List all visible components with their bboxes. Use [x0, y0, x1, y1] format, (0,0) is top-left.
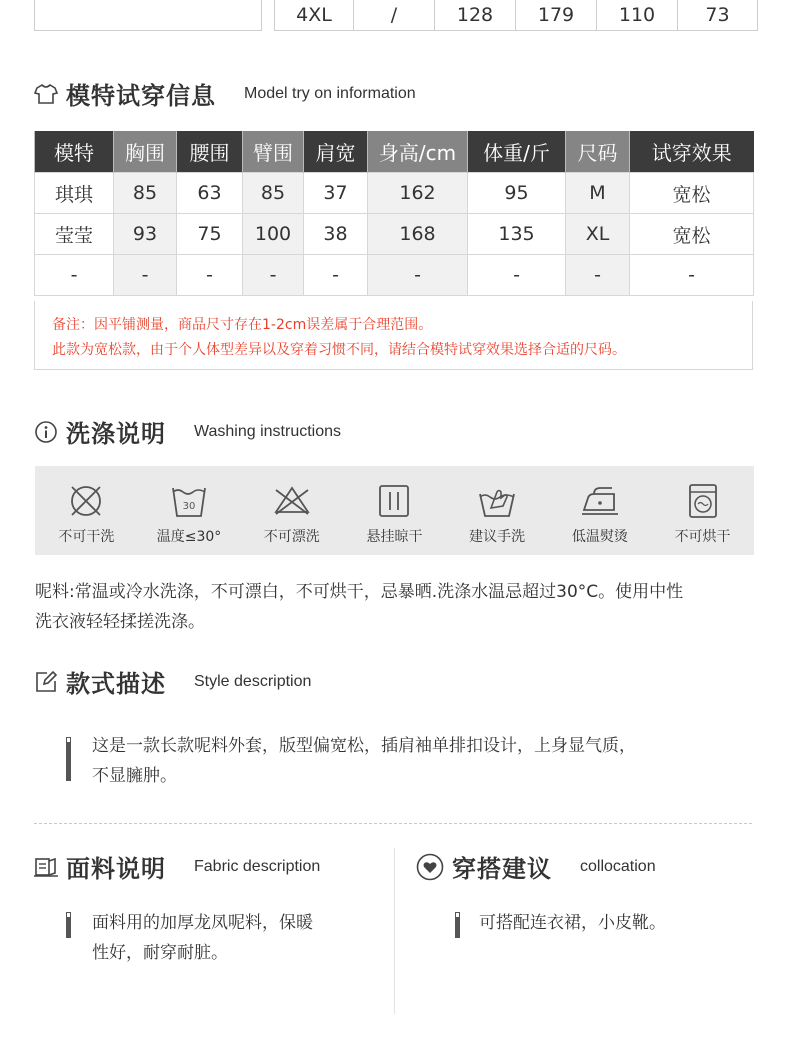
hang-dry-icon [374, 482, 414, 520]
model-note-line: 备注：因平铺测量，商品尺寸存在1-2cm误差属于合理范围。 [52, 317, 433, 333]
edit-icon [34, 670, 58, 694]
wash-text-line: 洗衣液轻轻揉搓洗涤。 [35, 612, 205, 632]
model-section-header [34, 76, 416, 111]
style-text-line: 这是一款长款呢料外套，版型偏宽松，插肩袖单排扣设计，上身显气质， [92, 736, 636, 756]
size-cell: 4XL [296, 4, 332, 26]
table-header: 尺码 [566, 131, 630, 173]
heart-icon [416, 853, 444, 881]
tshirt-icon [34, 82, 58, 106]
model-note-line: 此款为宽松款，由于个人体型差异以及穿着习惯不同，请结合模特试穿效果选择合适的尺码。 [52, 342, 626, 358]
table-cell: 63 [177, 173, 243, 214]
wash-icon-bar [35, 466, 754, 555]
table-row [35, 173, 754, 214]
table-cell: 75 [177, 214, 243, 255]
wash-item [658, 466, 748, 555]
wash-section-header [34, 414, 341, 449]
size-table-left-cell [34, 0, 262, 31]
table-row [35, 255, 754, 296]
collocation-section-title: 穿搭建议 [452, 855, 552, 883]
wash-label: 不可烘干 [674, 529, 731, 545]
table-cell: 135 [468, 214, 566, 255]
wash-section-subtitle: Washing instructions [194, 422, 342, 440]
wash-label: 建议手洗 [469, 529, 526, 545]
book-icon [34, 855, 58, 879]
wash-label: 不可漂洗 [263, 529, 320, 545]
collocation-section-subtitle: collocation [580, 857, 656, 875]
table-header: 臂围 [243, 131, 304, 173]
table-cell: 琪琪 [35, 173, 114, 214]
quote-bar [66, 912, 71, 938]
table-cell: - [304, 255, 368, 296]
table-header: 胸围 [114, 131, 177, 173]
table-header-row [35, 131, 754, 173]
hand-wash-icon [477, 482, 517, 520]
wash-item [247, 466, 337, 555]
table-cell: 95 [468, 173, 566, 214]
quote-bar [455, 912, 460, 938]
table-cell: 宽松 [630, 214, 754, 255]
size-value-cell: 179 [515, 0, 596, 30]
fabric-section-header [34, 849, 320, 884]
no-tumble-dry-icon [683, 482, 723, 520]
table-header: 身高/cm [368, 131, 468, 173]
no-dry-clean-icon [66, 482, 106, 520]
size-table-row [274, 0, 758, 31]
wash-label: 温度≤30° [156, 529, 222, 545]
size-value-cell: 128 [434, 0, 515, 30]
table-cell: 168 [368, 214, 468, 255]
table-cell: M [566, 173, 630, 214]
model-note-box [34, 301, 753, 370]
fabric-section-title: 面料说明 [66, 855, 166, 883]
table-cell: - [566, 255, 630, 296]
quote-bar [66, 737, 71, 781]
size-value-cell: / [353, 0, 434, 30]
size-value-cell: 110 [596, 0, 677, 30]
size-value-cell: 73 [677, 0, 757, 30]
wash-section-title: 洗涤说明 [66, 420, 166, 448]
collocation-text-line: 可搭配连衣裙，小皮靴。 [479, 913, 666, 933]
table-header: 体重/斤 [468, 131, 566, 173]
table-row [35, 214, 754, 255]
column-divider [394, 848, 395, 1014]
model-section-subtitle: Model try on information [244, 84, 416, 102]
wash-label: 悬挂晾干 [366, 529, 423, 545]
table-cell: XL [566, 214, 630, 255]
wash-text-line: 呢料:常温或冷水洗涤，不可漂白，不可烘干，忌暴晒.洗涤水温忌超过30°C。使用中性 [35, 582, 684, 602]
table-cell: 莹莹 [35, 214, 114, 255]
wash-item [144, 466, 234, 555]
table-cell: - [368, 255, 468, 296]
table-cell: 162 [368, 173, 468, 214]
style-section-title: 款式描述 [66, 670, 166, 698]
table-cell: 100 [243, 214, 304, 255]
low-iron-icon [580, 482, 620, 520]
fabric-section-subtitle: Fabric description [194, 857, 321, 875]
model-section-title: 模特试穿信息 [66, 82, 216, 110]
style-text-line: 不显臃肿。 [92, 766, 177, 786]
wash-30-icon [169, 482, 209, 520]
table-header: 试穿效果 [630, 131, 754, 173]
style-section-header [34, 664, 311, 699]
no-bleach-icon [272, 482, 312, 520]
table-cell: - [243, 255, 304, 296]
wash-item [452, 466, 542, 555]
table-cell: 宽松 [630, 173, 754, 214]
wash-label: 不可干洗 [58, 529, 115, 545]
wash-label: 低温熨烫 [571, 529, 628, 545]
fabric-text-line: 面料用的加厚龙凤呢料，保暖 [92, 913, 313, 933]
table-header: 模特 [35, 131, 114, 173]
table-header: 肩宽 [304, 131, 368, 173]
section-divider [34, 823, 752, 824]
wash-item [555, 466, 645, 555]
style-section-subtitle: Style description [194, 672, 312, 690]
table-cell: 37 [304, 173, 368, 214]
collocation-section-header [416, 849, 656, 884]
model-table [34, 131, 754, 296]
info-icon [34, 420, 58, 444]
table-cell: - [177, 255, 243, 296]
wash-temp-label: 30 [182, 501, 196, 512]
fabric-text-line: 性好，耐穿耐脏。 [92, 943, 228, 963]
table-cell: 85 [114, 173, 177, 214]
table-cell: 85 [243, 173, 304, 214]
table-cell: - [468, 255, 566, 296]
table-cell: 93 [114, 214, 177, 255]
table-header: 腰围 [177, 131, 243, 173]
table-cell: - [630, 255, 754, 296]
wash-item [41, 466, 131, 555]
table-cell: 38 [304, 214, 368, 255]
table-cell: - [114, 255, 177, 296]
wash-item [349, 466, 439, 555]
table-cell: - [35, 255, 114, 296]
